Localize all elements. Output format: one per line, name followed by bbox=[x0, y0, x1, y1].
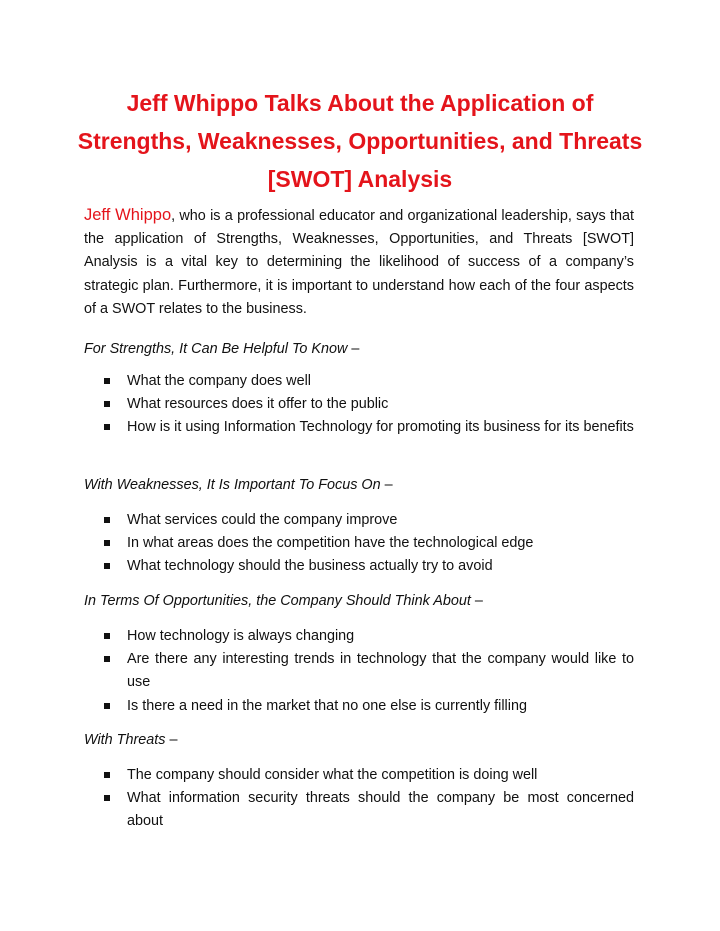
bullet-square-icon bbox=[104, 517, 110, 523]
threats-heading bbox=[84, 729, 634, 752]
weaknesses-heading bbox=[84, 474, 634, 497]
list-item bbox=[84, 625, 634, 648]
threats-heading-text: With Threats bbox=[84, 732, 166, 748]
opportunities-heading-dash: – bbox=[470, 593, 483, 609]
list-item bbox=[84, 509, 634, 532]
bullet-square-icon bbox=[104, 378, 110, 384]
opportunities-list bbox=[84, 625, 634, 718]
list-item bbox=[84, 393, 634, 416]
list-item-text: What resources does it offer to the public bbox=[127, 396, 389, 413]
bullet-square-icon bbox=[104, 772, 110, 778]
list-item-text: What services could the company improve bbox=[127, 512, 398, 528]
bullet-square-icon bbox=[104, 795, 110, 801]
bullet-square-icon bbox=[104, 633, 110, 639]
threats-list bbox=[84, 764, 634, 834]
author-name: Jeff Whippo bbox=[84, 206, 172, 224]
strengths-heading-dash: – bbox=[347, 341, 360, 357]
bullet-square-icon bbox=[104, 424, 110, 430]
intro-paragraph bbox=[84, 204, 634, 321]
list-item-text: The company should consider what the competition is doing well bbox=[127, 767, 538, 783]
strengths-heading bbox=[84, 338, 634, 361]
weaknesses-heading-text: With Weaknesses, It Is Important To Focus On bbox=[84, 477, 381, 493]
title-line-2: Strengths, Weaknesses, Opportunities, and Threats bbox=[77, 128, 643, 154]
list-item bbox=[84, 648, 634, 694]
opportunities-heading-text: In Terms Of Opportunities, the Company Should Think About bbox=[84, 593, 471, 609]
title-line-3: [SWOT] Analysis bbox=[267, 166, 453, 192]
list-item-text: Are there any interesting trends in technology that the company would like to use bbox=[127, 651, 634, 691]
list-item-text: How technology is always changing bbox=[127, 628, 355, 644]
list-item bbox=[84, 555, 634, 578]
bullet-square-icon bbox=[104, 401, 110, 407]
bullet-square-icon bbox=[104, 656, 110, 662]
list-item-text: In what areas does the competition have the technological edge bbox=[127, 535, 534, 552]
list-item bbox=[84, 532, 634, 555]
list-item-text: What technology should the business actually try to avoid bbox=[127, 558, 493, 575]
list-item bbox=[84, 695, 634, 718]
weaknesses-heading-dash: – bbox=[380, 477, 393, 493]
list-item bbox=[84, 787, 634, 833]
list-item bbox=[84, 370, 634, 393]
list-item-text: How is it using Information Technology for promoting its business for its benefits bbox=[127, 419, 634, 436]
intro-text: , who is a professional educator and organizational leadership, says that the application of Strengths, Weaknesses, Opportunities, and Threats [SWOT] Analysis is a vital key to determining the likelihood of success of a company’s strategic plan. Furthermore, it is important to understand how each of the four aspects of a SWOT relates to the business. bbox=[84, 208, 635, 317]
list-item-text: What information security threats should the company be most concerned about bbox=[127, 790, 634, 830]
strengths-list bbox=[84, 370, 634, 440]
threats-heading-dash: – bbox=[165, 732, 178, 748]
bullet-square-icon bbox=[104, 540, 110, 546]
document-title bbox=[60, 84, 660, 198]
bullet-square-icon bbox=[104, 703, 110, 709]
opportunities-heading bbox=[84, 590, 634, 613]
strengths-heading-text: For Strengths, It Can Be Helpful To Know bbox=[84, 341, 348, 357]
list-item bbox=[84, 764, 634, 787]
weaknesses-list bbox=[84, 509, 634, 579]
title-line-1: Jeff Whippo Talks About the Application of bbox=[126, 90, 594, 116]
list-item-text: Is there a need in the market that no one else is currently filling bbox=[127, 697, 527, 714]
bullet-square-icon bbox=[104, 563, 110, 569]
list-item-text: What the company does well bbox=[127, 373, 311, 389]
list-item bbox=[84, 416, 634, 439]
